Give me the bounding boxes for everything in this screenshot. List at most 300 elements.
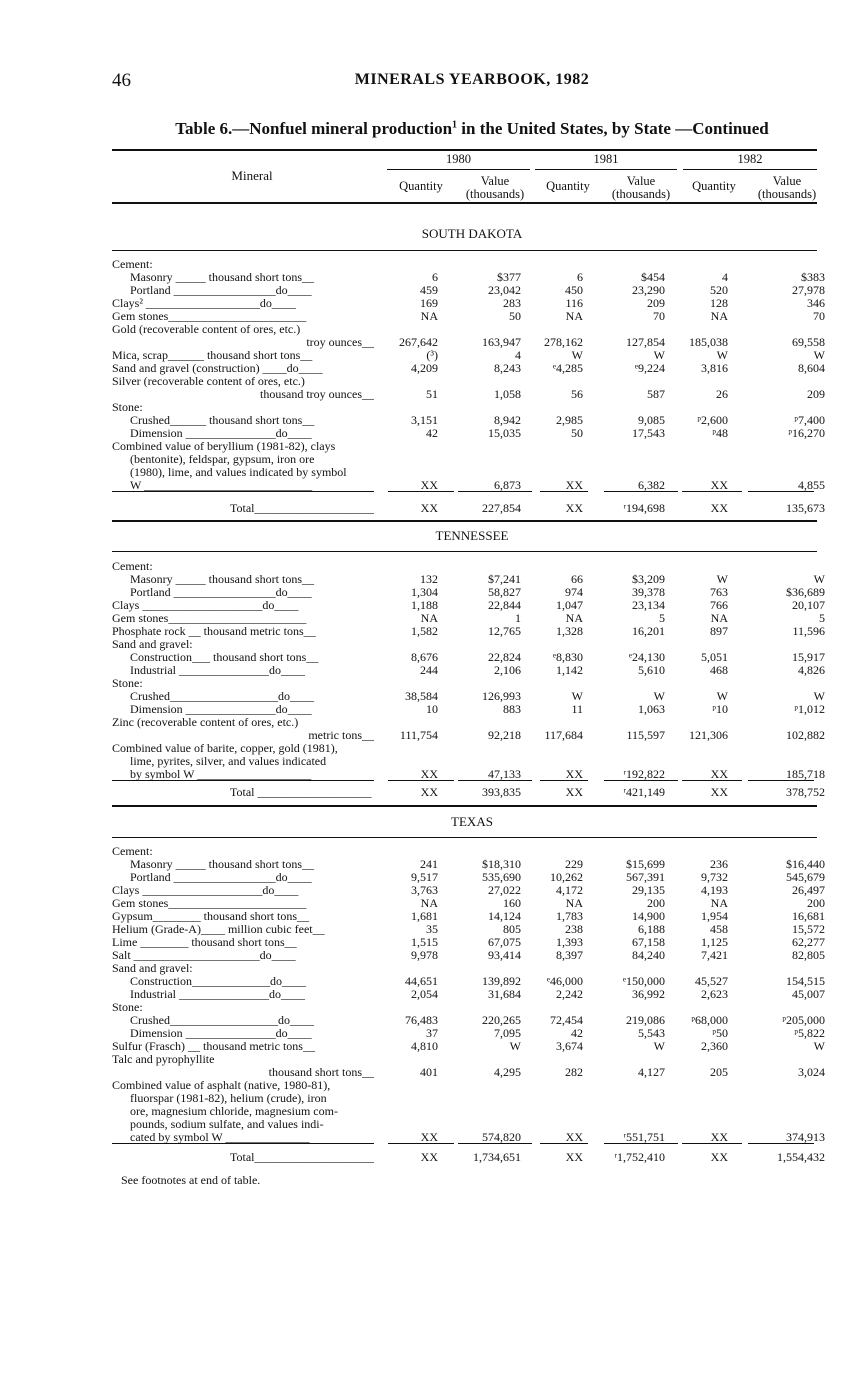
cell-v81: 16,201 <box>632 624 665 638</box>
cell-q82: 897 <box>710 624 728 638</box>
cell-v81: 17,543 <box>632 426 665 440</box>
table-row <box>112 742 832 755</box>
cell-v82: 545,679 <box>786 870 825 884</box>
cell-v80: 8,243 <box>494 361 521 375</box>
cell-q80: (³) <box>426 348 438 362</box>
cell-q82: XX <box>710 478 728 492</box>
cell-q82: W <box>716 348 728 362</box>
cell-v81: 567,391 <box>626 870 665 884</box>
row-label: Crushed______ thousand short tons__ <box>130 414 315 427</box>
table-row <box>112 664 832 677</box>
cell-v81: W <box>653 689 665 703</box>
cell-v82: ᵖ205,000 <box>782 1013 825 1027</box>
cell-v81: 23,290 <box>632 283 665 297</box>
cell-v82: 4,855 <box>798 478 825 492</box>
table-row <box>112 1105 832 1118</box>
cell-v80: 22,844 <box>488 598 521 612</box>
cell-v80: 160 <box>503 896 521 910</box>
cell-v82: ᵖ16,270 <box>788 426 825 440</box>
cell-v82: 15,917 <box>792 650 825 664</box>
cell-v82: 5 <box>819 611 825 625</box>
row-label: Stone: <box>112 1001 143 1014</box>
cell-q81: 2,985 <box>556 413 583 427</box>
table-row <box>112 786 832 799</box>
cell-v80: 58,827 <box>488 585 521 599</box>
cell-v82: ᵖ5,822 <box>794 1026 825 1040</box>
cell-v82: 4,826 <box>798 663 825 677</box>
cell-q80: 8,676 <box>411 650 438 664</box>
cell-q82: 1,125 <box>701 935 728 949</box>
cell-q82: W <box>716 572 728 586</box>
cell-v82: W <box>813 348 825 362</box>
cell-v82: 27,978 <box>792 283 825 297</box>
cell-v80: 1,734,651 <box>473 1150 521 1164</box>
row-label: Sulfur (Frasch) __ thousand metric tons__ <box>112 1040 315 1053</box>
row-label: Zinc (recoverable content of ores, etc.) <box>112 716 299 729</box>
row-label: cated by symbol W ______________ <box>130 1131 310 1144</box>
row-label: Total____________________ <box>230 502 374 515</box>
cell-v80: 574,820 <box>482 1130 521 1144</box>
cell-v82: $36,689 <box>786 585 825 599</box>
col-quantity-1982: Quantity <box>692 179 736 193</box>
row-label: Salt _____________________do____ <box>112 949 296 962</box>
row-label: thousand short tons__ <box>268 1066 374 1079</box>
cell-q82: 205 <box>710 1065 728 1079</box>
table-row <box>112 1066 832 1079</box>
row-label: Portland _________________do____ <box>130 284 312 297</box>
row-label: Helium (Grade-A)____ million cubic feet__ <box>112 923 325 936</box>
cell-q81: 66 <box>571 572 583 586</box>
row-label: Silver (recoverable content of ores, etc.) <box>112 375 305 388</box>
cell-v81: ᵉ9,224 <box>634 361 665 375</box>
col-value-1982: Value (thousands) <box>757 174 817 201</box>
cell-v82: $383 <box>801 270 825 284</box>
cell-v81: $15,699 <box>626 857 665 871</box>
cell-v81: ʳ192,822 <box>623 767 665 781</box>
cell-v80: 227,854 <box>482 501 521 515</box>
cell-v82: 62,277 <box>792 935 825 949</box>
table-row <box>112 440 832 453</box>
cell-q81: 8,397 <box>556 948 583 962</box>
cell-v81: 6,382 <box>638 478 665 492</box>
cell-q80: 169 <box>420 296 438 310</box>
cell-q80: NA <box>420 309 438 323</box>
cell-q80: XX <box>420 1150 438 1164</box>
cell-q80: 35 <box>426 922 438 936</box>
cell-v81: 6,188 <box>638 922 665 936</box>
cell-q82: NA <box>710 896 728 910</box>
cell-v82: 102,882 <box>786 728 825 742</box>
table-top-rule <box>112 149 817 151</box>
row-label: by symbol W ___________________ <box>130 768 312 781</box>
cell-v80: 93,414 <box>488 948 521 962</box>
row-label: W ____________________________ <box>130 479 313 492</box>
cell-q81: XX <box>565 767 583 781</box>
cell-q82: ᵖ68,000 <box>691 1013 728 1027</box>
cell-q81: XX <box>565 478 583 492</box>
cell-q82: ᵖ10 <box>712 702 728 716</box>
col-value-1981: Value (thousands) <box>611 174 671 201</box>
cell-q82: 128 <box>710 296 728 310</box>
cell-q81: ᵉ8,830 <box>552 650 583 664</box>
cell-v82: 15,572 <box>792 922 825 936</box>
cell-v80: 220,265 <box>482 1013 521 1027</box>
cell-q80: 4,810 <box>411 1039 438 1053</box>
cell-q82: 45,527 <box>695 974 728 988</box>
cell-v80: 805 <box>503 922 521 936</box>
cell-v81: W <box>653 348 665 362</box>
row-label: (bentonite), feldspar, gypsum, iron ore <box>130 453 315 466</box>
row-label: Gem stones_______________________ <box>112 612 307 625</box>
table-row <box>112 1040 832 1053</box>
year-rule-1982 <box>683 169 817 170</box>
cell-v81: 5,543 <box>638 1026 665 1040</box>
section-title: TEXAS <box>451 814 493 829</box>
cell-v80: 393,835 <box>482 785 521 799</box>
row-label: Construction_____________do____ <box>130 975 306 988</box>
cell-q80: 459 <box>420 283 438 297</box>
cell-v80: 22,824 <box>488 650 521 664</box>
cell-v81: 39,378 <box>632 585 665 599</box>
cell-v80: 126,993 <box>482 689 521 703</box>
row-label: Cement: <box>112 258 153 271</box>
cell-q82: 2,360 <box>701 1039 728 1053</box>
row-label: thousand troy ounces__ <box>260 388 374 401</box>
cell-q82: 185,038 <box>689 335 728 349</box>
cell-q81: 3,674 <box>556 1039 583 1053</box>
cell-q81: 282 <box>565 1065 583 1079</box>
cell-v81: 23,134 <box>632 598 665 612</box>
cell-q82: XX <box>710 501 728 515</box>
row-label: Industrial _______________do____ <box>130 988 305 1001</box>
cell-q80: NA <box>420 611 438 625</box>
cell-v82: 8,604 <box>798 361 825 375</box>
cell-v80: 283 <box>503 296 521 310</box>
cell-v80: 4,295 <box>494 1065 521 1079</box>
cell-q81: 117,684 <box>544 728 583 742</box>
table-row <box>112 1151 832 1164</box>
cell-q82: ᵖ50 <box>712 1026 728 1040</box>
cell-q81: 1,393 <box>556 935 583 949</box>
row-label: (1980), lime, and values indicated by symbol <box>130 466 347 479</box>
table-row <box>112 625 832 638</box>
cell-q81: 1,142 <box>556 663 583 677</box>
cell-v81: 209 <box>647 296 665 310</box>
col-quantity-1981: Quantity <box>546 179 590 193</box>
row-label: Dimension _______________do____ <box>130 1027 312 1040</box>
col-value-1980: Value (thousands) <box>465 174 525 201</box>
row-label: ore, magnesium chloride, magnesium com- <box>130 1105 338 1118</box>
cell-v82: 26,497 <box>792 883 825 897</box>
header-bottom-rule <box>112 202 817 204</box>
table-row <box>112 1092 832 1105</box>
cell-q80: 111,754 <box>399 728 438 742</box>
cell-v82: W <box>813 689 825 703</box>
row-label: Sand and gravel: <box>112 638 193 651</box>
row-label: Sand and gravel (construction) ____do____ <box>112 362 323 375</box>
cell-v82: 200 <box>807 896 825 910</box>
cell-v80: 163,947 <box>482 335 521 349</box>
cell-q80: NA <box>420 896 438 910</box>
cell-v81: 1,063 <box>638 702 665 716</box>
row-label: Combined value of asphalt (native, 1980-81), <box>112 1079 331 1092</box>
cell-v81: ʳ551,751 <box>623 1130 665 1144</box>
cell-v81: ʳ421,149 <box>623 785 665 799</box>
cell-v82: 16,681 <box>792 909 825 923</box>
cell-q82: 7,421 <box>701 948 728 962</box>
table-row <box>112 388 832 401</box>
cell-q81: W <box>571 689 583 703</box>
cell-q82: XX <box>710 1130 728 1144</box>
cell-q82: 520 <box>710 283 728 297</box>
table-row <box>112 729 832 742</box>
table-row <box>112 988 832 1001</box>
cell-q81: 4,172 <box>556 883 583 897</box>
cell-q82: 3,816 <box>701 361 728 375</box>
row-label: Masonry _____ thousand short tons__ <box>130 858 314 871</box>
section-title: TENNESSEE <box>435 528 509 543</box>
cell-q80: 42 <box>426 426 438 440</box>
row-label: Masonry _____ thousand short tons__ <box>130 271 314 284</box>
cell-v82: $16,440 <box>786 857 825 871</box>
table-row <box>112 427 832 440</box>
row-label: Total ___________________ <box>230 786 372 799</box>
cell-q81: NA <box>565 611 583 625</box>
cell-q82: 121,306 <box>689 728 728 742</box>
total-rule <box>112 805 817 807</box>
cell-v81: 14,900 <box>632 909 665 923</box>
cell-q81: ᵉ4,285 <box>552 361 583 375</box>
cell-q82: 468 <box>710 663 728 677</box>
table-row <box>112 362 832 375</box>
row-label: Talc and pyrophyllite <box>112 1053 215 1066</box>
col-quantity-1980: Quantity <box>399 179 443 193</box>
cell-q81: 10,262 <box>550 870 583 884</box>
row-label: Combined value of barite, copper, gold (1981), <box>112 742 338 755</box>
cell-v82: W <box>813 572 825 586</box>
cell-v81: 587 <box>647 387 665 401</box>
cell-q80: 4,209 <box>411 361 438 375</box>
cell-v80: 47,133 <box>488 767 521 781</box>
cell-q80: XX <box>420 478 438 492</box>
cell-q82: W <box>716 689 728 703</box>
cell-q82: 763 <box>710 585 728 599</box>
cell-q80: 1,681 <box>411 909 438 923</box>
row-label: Phosphate rock __ thousand metric tons__ <box>112 625 316 638</box>
cell-v80: 4 <box>515 348 521 362</box>
cell-q81: 229 <box>565 857 583 871</box>
cell-q82: NA <box>710 611 728 625</box>
cell-v81: 9,085 <box>638 413 665 427</box>
cell-q80: 1,188 <box>411 598 438 612</box>
table-row <box>112 768 832 781</box>
cell-v81: $454 <box>641 270 665 284</box>
cell-v82: 185,718 <box>786 767 825 781</box>
cell-q82: 1,954 <box>701 909 728 923</box>
cell-v82: ᵖ7,400 <box>794 413 825 427</box>
cell-q80: 244 <box>420 663 438 677</box>
cell-q80: XX <box>420 1130 438 1144</box>
cell-v82: ᵖ1,012 <box>794 702 825 716</box>
cell-v80: 1,058 <box>494 387 521 401</box>
cell-q81: 1,783 <box>556 909 583 923</box>
cell-v80: 139,892 <box>482 974 521 988</box>
cell-v81: 4,127 <box>638 1065 665 1079</box>
cell-q82: ᵖ48 <box>712 426 728 440</box>
cell-q80: 38,584 <box>405 689 438 703</box>
row-label: Cement: <box>112 560 153 573</box>
cell-v80: 27,022 <box>488 883 521 897</box>
row-label: Cement: <box>112 845 153 858</box>
cell-v80: W <box>509 1039 521 1053</box>
cell-v81: ᵉ150,000 <box>622 974 665 988</box>
cell-v81: 5,610 <box>638 663 665 677</box>
table-row <box>112 703 832 716</box>
cell-v81: $3,209 <box>632 572 665 586</box>
page-number: 46 <box>112 70 131 91</box>
cell-q81: 11 <box>571 702 583 716</box>
cell-v80: 15,035 <box>488 426 521 440</box>
row-label: metric tons__ <box>308 729 374 742</box>
cell-v81: 36,992 <box>632 987 665 1001</box>
year-1980: 1980 <box>446 152 471 166</box>
cell-v82: 1,554,432 <box>777 1150 825 1164</box>
cell-v82: 135,673 <box>786 501 825 515</box>
row-label: Clays ____________________do____ <box>112 884 299 897</box>
cell-q81: 42 <box>571 1026 583 1040</box>
cell-q80: 76,483 <box>405 1013 438 1027</box>
cell-q81: 974 <box>565 585 583 599</box>
cell-q82: 458 <box>710 922 728 936</box>
cell-v80: 8,942 <box>494 413 521 427</box>
cell-v80: 6,873 <box>494 478 521 492</box>
row-label: pounds, sodium sulfate, and values indi- <box>130 1118 324 1131</box>
cell-q81: XX <box>565 785 583 799</box>
cell-q81: XX <box>565 1150 583 1164</box>
row-label: Clays ____________________do____ <box>112 599 299 612</box>
section-title: SOUTH DAKOTA <box>421 226 523 241</box>
row-label: Total____________________ <box>230 1151 374 1164</box>
cell-q80: XX <box>420 501 438 515</box>
table-title: Table 6.—Nonfuel mineral production$^1$ in the United States, by State —Continued <box>175 119 769 138</box>
cell-v81: W <box>653 1039 665 1053</box>
cell-v80: 31,684 <box>488 987 521 1001</box>
cell-q80: XX <box>420 785 438 799</box>
row-label: Stone: <box>112 401 143 414</box>
table-row <box>112 949 832 962</box>
cell-v82: 154,515 <box>786 974 825 988</box>
cell-q80: 1,304 <box>411 585 438 599</box>
cell-q82: 2,623 <box>701 987 728 1001</box>
cell-v81: 5 <box>659 611 665 625</box>
cell-v82: 346 <box>807 296 825 310</box>
cell-q82: 9,732 <box>701 870 728 884</box>
cell-v82: 20,107 <box>792 598 825 612</box>
cell-q81: 2,242 <box>556 987 583 1001</box>
year-rule-1981 <box>535 169 677 170</box>
cell-q80: 3,151 <box>411 413 438 427</box>
row-label: Gem stones_______________________ <box>112 310 307 323</box>
row-label: fluorspar (1981-82), helium (crude), iron <box>130 1092 327 1105</box>
cell-v82: 45,007 <box>792 987 825 1001</box>
cell-q81: 450 <box>565 283 583 297</box>
cell-v80: 23,042 <box>488 283 521 297</box>
cell-v80: 7,095 <box>494 1026 521 1040</box>
page-header <box>112 70 832 94</box>
row-label: Dimension _______________do____ <box>130 703 312 716</box>
cell-v82: 209 <box>807 387 825 401</box>
cell-q80: 267,642 <box>399 335 438 349</box>
cell-v82: 70 <box>813 309 825 323</box>
cell-q81: ᵉ46,000 <box>546 974 583 988</box>
cell-q82: NA <box>710 309 728 323</box>
cell-q82: 4,193 <box>701 883 728 897</box>
cell-q80: XX <box>420 767 438 781</box>
cell-q81: W <box>571 348 583 362</box>
row-label: Crushed__________________do____ <box>130 690 314 703</box>
cell-q81: 56 <box>571 387 583 401</box>
cell-v81: 219,086 <box>626 1013 665 1027</box>
cell-q80: 241 <box>420 857 438 871</box>
cell-v81: ʳ194,698 <box>623 501 665 515</box>
cell-q81: 238 <box>565 922 583 936</box>
row-label: Gold (recoverable content of ores, etc.) <box>112 323 301 336</box>
cell-q80: 9,517 <box>411 870 438 884</box>
row-label: Portland _________________do____ <box>130 871 312 884</box>
cell-v80: $377 <box>497 270 521 284</box>
row-label: Mica, scrap______ thousand short tons__ <box>112 349 313 362</box>
row-label: Dimension _______________do____ <box>130 427 312 440</box>
row-label: Masonry _____ thousand short tons__ <box>130 573 314 586</box>
cell-v81: 127,854 <box>626 335 665 349</box>
cell-q80: 44,651 <box>405 974 438 988</box>
cell-q81: XX <box>565 1130 583 1144</box>
col-mineral: Mineral <box>231 168 273 183</box>
cell-v80: 2,106 <box>494 663 521 677</box>
cell-v80: 883 <box>503 702 521 716</box>
cell-v81: 70 <box>653 309 665 323</box>
cell-q81: 278,162 <box>544 335 583 349</box>
cell-v81: 29,135 <box>632 883 665 897</box>
table-row <box>112 1079 832 1092</box>
footnote: See footnotes at end of table. <box>121 1173 261 1187</box>
cell-q81: NA <box>565 896 583 910</box>
cell-v82: 82,805 <box>792 948 825 962</box>
cell-v82: 378,752 <box>786 785 825 799</box>
year-1982: 1982 <box>737 152 763 166</box>
cell-q80: 51 <box>426 387 438 401</box>
cell-q80: 3,763 <box>411 883 438 897</box>
row-label: troy ounces__ <box>306 336 374 349</box>
total-rule <box>112 520 817 522</box>
cell-q81: 116 <box>565 296 583 310</box>
cell-q82: XX <box>710 767 728 781</box>
cell-q82: 766 <box>710 598 728 612</box>
row-label: Sand and gravel: <box>112 962 193 975</box>
cell-q80: 401 <box>420 1065 438 1079</box>
cell-q80: 1,582 <box>411 624 438 638</box>
row-label: Lime ________ thousand short tons__ <box>112 936 297 949</box>
section-rule <box>112 250 817 251</box>
cell-v80: $7,241 <box>488 572 521 586</box>
cell-v82: 3,024 <box>798 1065 825 1079</box>
row-label: Industrial _______________do____ <box>130 664 305 677</box>
row-label: Gypsum________ thousand short tons__ <box>112 910 310 923</box>
cell-v82: 374,913 <box>786 1130 825 1144</box>
row-label: Crushed__________________do____ <box>130 1014 314 1027</box>
row-label: Construction___ thousand short tons__ <box>130 651 319 664</box>
cell-q80: 37 <box>426 1026 438 1040</box>
